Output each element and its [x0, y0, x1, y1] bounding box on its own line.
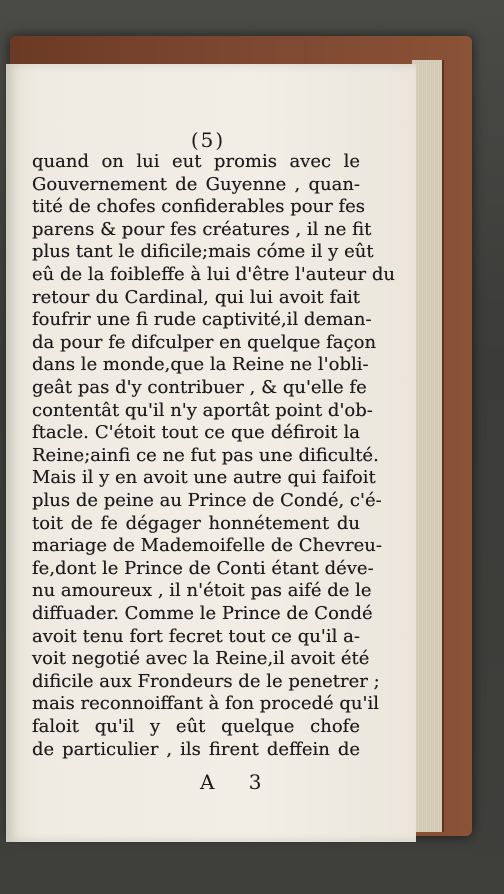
text-line: Gouvernement de Guyenne , quan-	[32, 173, 360, 195]
text-line: toit de fe dégager honnétement du	[32, 512, 360, 534]
text-line: ftacle. C'étoit tout ce que défiroit la	[32, 422, 360, 444]
text-line: de particulier , ils firent deffein de	[32, 738, 360, 760]
text-line: mais reconnoiffant à fon procedé qu'il	[32, 693, 379, 715]
text-line: Reine;ainfi ce ne fut pas une dificulté.	[32, 444, 379, 466]
text-line: contentât qu'il n'y aportât point d'ob-	[32, 399, 373, 421]
text-line: dificile aux Frondeurs de le penetrer ;	[32, 670, 380, 692]
text-line: da pour fe difculper en quelque façon	[32, 331, 377, 353]
text-line: avoit tenu fort fecret tout ce qu'il a-	[32, 625, 360, 647]
text-line: nu amoureux , il n'étoit pas aifé de le	[32, 580, 372, 602]
text-line: retour du Cardinal, qui lui avoit fait	[32, 286, 360, 308]
text-line: geât pas d'y contribuer , & qu'elle fe	[32, 377, 367, 398]
page-edges	[412, 60, 444, 832]
text-line: quand on lui eut promis avec le	[32, 151, 360, 172]
text-line: eû de la foibleffe à lui d'être l'auteur du	[32, 264, 395, 285]
text-line: diffuader. Comme le Prince de Condé	[32, 603, 373, 624]
text-line: mariage de Mademoifelle de Chevreu-	[32, 535, 382, 557]
text-line: fe,dont le Prince de Conti étant déve-	[32, 557, 374, 579]
text-line: plus tant le dificile;mais cóme il y eût	[32, 241, 374, 263]
signature-mark: A 3	[200, 770, 276, 794]
page-number: (5)	[190, 128, 226, 152]
text-line: foufrir une fi rude captivité,il deman-	[32, 309, 372, 331]
text-line: dans le monde,que la Reine ne l'obli-	[32, 354, 369, 376]
text-line: faloit qu'il y eût quelque chofe	[32, 716, 360, 737]
text-line: voit negotié avec la Reine,il avoit été	[32, 648, 370, 670]
text-line: tité de chofes confiderables pour fes	[32, 196, 366, 218]
text-line: parens & pour fes créatures , il ne fit	[32, 218, 372, 240]
text-line: Mais il y en avoit une autre qui faifoit	[32, 467, 376, 489]
text-line: plus de peine au Prince de Condé, c'é-	[32, 490, 382, 511]
